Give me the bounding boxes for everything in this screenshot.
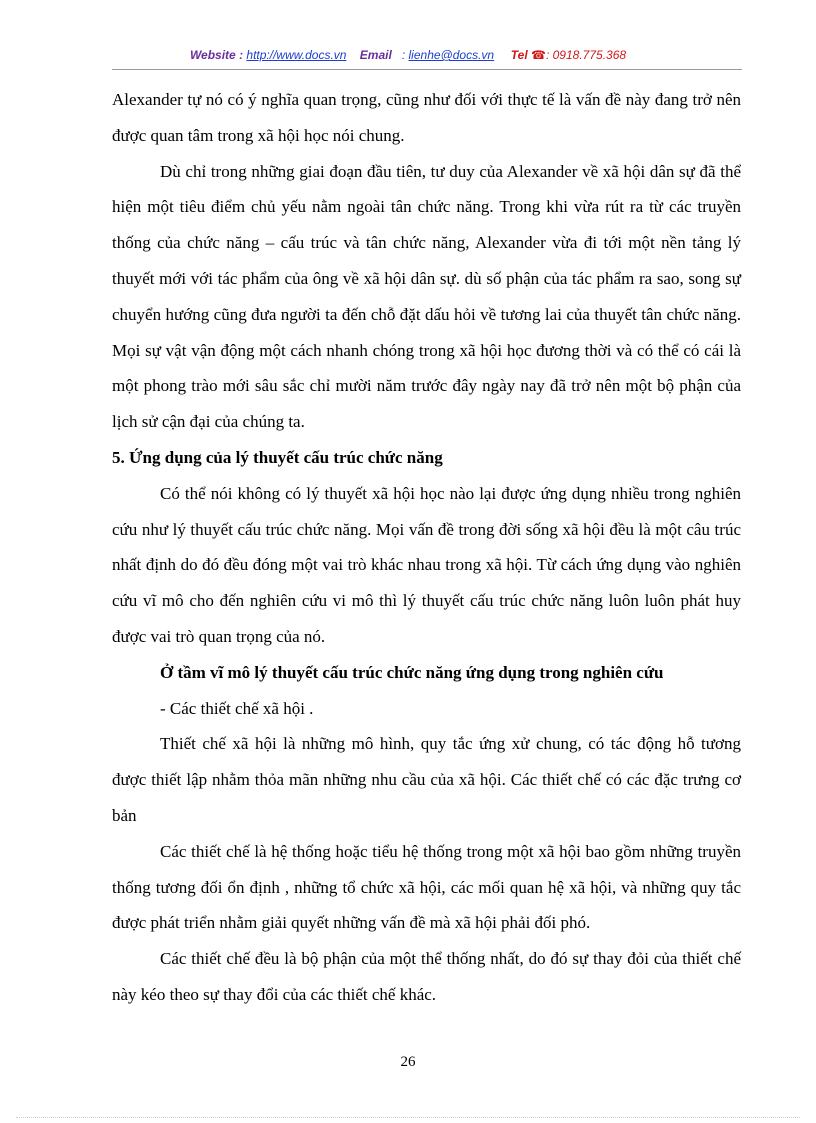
paragraph-continuation: Alexander tự nó có ý nghĩa quan trọng, cũng như đối với thực tế là vấn đề này đang trở nên được quan tâm trong xã hội học nói chung. [112,90,741,145]
page-header [0,48,816,62]
telephone-icon: ☎ [531,48,546,62]
header-divider [112,69,742,70]
bullet-social-institutions: - Các thiết chế xã hội . [160,698,314,718]
paragraph-alexander-civil-society: Dù chỉ trong những giai đoạn đầu tiên, tư duy của Alexander về xã hội dân sự đã thể hiện một tiêu điểm chủ yếu nằm ngoài tân chức năng. Trong khi vừa rút ra từ các truyền thống của chức năng – cấu trúc và tân chức năng, Alexander vừa đi tới một nền tảng lý thuyết mới với tác phẩm của ông về xã hội dân sự. dù số phận của tác phẩm ra sao, song sự chuyển hướng cũng đưa người ta đến chỗ đặt dấu hỏi về tương lai của thuyết tân chức năng. Mọi sự vật vận động một cách nhanh chóng trong xã hội học đương thời và có thể có cái là một phong trào mới sâu sắc chỉ mười năm trước đây ngày nay đã trở nên một bộ phận của lịch sử cận đại của chúng ta. [112,161,741,432]
tel-label: Tel [510,48,528,62]
paragraph-institution-systems: Các thiết chế là hệ thống hoặc tiểu hệ thống trong một xã hội bao gồm những truyền thống tương đối ổn định , những tổ chức xã hội, các mối quan hệ xã hội, và những quy tắc được phát triển nhằm giải quyết những vấn đề mà xã hội phải đối phó. [112,841,741,933]
section-heading: 5. Ứng dụng của lý thuyết cấu trúc chức năng [112,447,443,467]
subheading-macro-level: Ở tầm vĩ mô lý thuyết cấu trúc chức năng ứng dụng trong nghiên cứu [160,662,664,682]
paragraph-institution-unity: Các thiết chế đều là bộ phận của một thể thống nhất, do đó sự thay đỏi của thiết chế này kéo theo sự thay đổi của các thiết chế khác. [112,949,741,1004]
footer-divider [16,1117,800,1118]
page-number: 26 [400,1054,416,1070]
phone-number: : 0918.775.368 [545,48,627,62]
document-body [112,82,741,1013]
email-label: Email [359,48,392,62]
website-link[interactable]: http://www.docs.vn [246,48,347,62]
website-label: Website : [189,48,244,62]
email-separator: : [401,48,406,62]
paragraph-institution-definition: Thiết chế xã hội là những mô hình, quy tắc ứng xử chung, có tác động hỗ tương được thiết lập nhằm thỏa mãn những nhu cầu của xã hội. Các thiết chế có các đặc trưng cơ bản [112,734,741,825]
paragraph-applications: Có thể nói không có lý thuyết xã hội học nào lại được ứng dụng nhiều trong nghiên cứu như lý thuyết cấu trúc chức năng. Mọi vấn đề trong đời sống xã hội đều là một câu trúc nhất định do đó đều đóng một vai trò khác nhau trong xã hội. Từ cách ứng dụng vào nghiên cứu vĩ mô cho đến nghiên cứu vi mô thì lý thuyết cấu trúc chức năng luôn luôn phát huy được vai trò quan trọng của nó. [112,483,741,646]
email-link[interactable]: lienhe@docs.vn [408,48,495,62]
